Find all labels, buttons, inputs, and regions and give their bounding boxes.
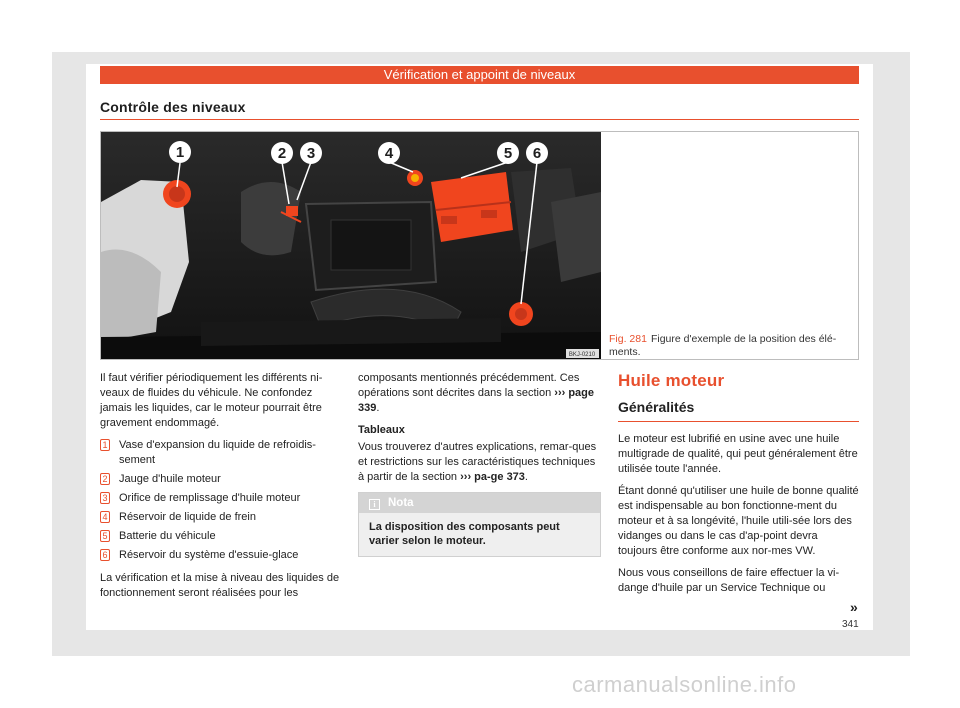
paragraph-3: Nous vous conseillons de faire effectuer la vi-dange d'huile par un Service Technique ou	[618, 567, 840, 594]
figure-caption-text: Figure d'exemple de la position des élé-ments.	[609, 333, 837, 358]
info-icon: i	[369, 499, 380, 510]
paragraph-2-end: .	[524, 471, 528, 483]
list-item	[100, 548, 345, 563]
figure-281	[100, 131, 859, 360]
section-rule	[100, 119, 859, 120]
column-3	[618, 371, 859, 603]
callout-3	[300, 142, 322, 164]
item-text: Vase d'expansion du liquide de refroidis-sement	[119, 439, 316, 466]
chapter-header: Vérification et appoint de niveaux	[100, 66, 859, 84]
figure-caption	[609, 333, 854, 359]
item-number: 4	[100, 511, 110, 523]
item-text: Jauge d'huile moteur	[119, 473, 221, 485]
callout-4	[378, 142, 400, 164]
paragraph-1: Le moteur est lubrifié en usine avec une huile multigrade de qualité, qui peut généralement être utilisée toute l'année.	[618, 433, 858, 475]
paragraph-2-text: Vous trouverez d'autres explications, remar-ques et restrictions sur les caractéristiques techniques à partir de la section	[358, 441, 597, 483]
callout-5	[497, 142, 519, 164]
paragraph-1-end: .	[376, 402, 380, 414]
callout-6	[526, 142, 548, 164]
item-number: 5	[100, 530, 110, 542]
item-text: Batterie du véhicule	[119, 530, 216, 542]
page-373-link[interactable]: ››› pa-ge 373	[460, 471, 525, 483]
section-title: Contrôle des niveaux	[100, 99, 246, 115]
huile-moteur-heading: Huile moteur	[618, 371, 725, 390]
nota-header	[359, 493, 600, 513]
callout-1	[169, 141, 191, 163]
continue-marker: »	[850, 599, 858, 615]
item-number: 2	[100, 473, 110, 485]
watermark: carmanualsonline.info	[572, 672, 797, 697]
list-item	[100, 510, 345, 525]
nota-text: La disposition des composants peut varier selon le moteur.	[369, 521, 560, 547]
figure-code: BKJ-0210	[568, 352, 596, 358]
svg-text:5: 5	[503, 145, 513, 162]
generalites-heading: Généralités	[618, 399, 695, 415]
svg-text:4: 4	[384, 145, 394, 162]
paragraph-1-text: composants mentionnés précédemment. Ces opérations sont décrites dans la section	[358, 372, 580, 399]
item-text: Réservoir du système d'essuie-glace	[119, 549, 299, 561]
generalites-rule	[618, 421, 859, 422]
paragraph-1	[358, 371, 601, 416]
item-number: 6	[100, 549, 110, 561]
svg-text:1: 1	[175, 144, 185, 161]
engine-bay-photo	[101, 132, 601, 359]
figure-number: Fig. 281	[609, 333, 647, 345]
svg-text:6: 6	[532, 145, 542, 162]
nota-title: Nota	[388, 497, 414, 509]
item-number: 1	[100, 439, 110, 451]
item-text: Réservoir de liquide de frein	[119, 511, 256, 523]
paragraph-2	[358, 440, 601, 485]
page-339-link[interactable]: ››› page 339	[358, 387, 595, 414]
page-number: 341	[842, 619, 859, 630]
outro-paragraph: La vérification et la mise à niveau des liquides de fonctionnement seront réalisées pour les	[100, 572, 340, 599]
item-number: 3	[100, 492, 110, 504]
svg-text:3: 3	[306, 145, 316, 162]
nota-box	[358, 492, 601, 557]
column-1	[100, 371, 345, 608]
column-2	[358, 371, 601, 557]
svg-text:2: 2	[277, 145, 287, 162]
tableaux-subheading: Tableaux	[358, 424, 405, 436]
list-item	[100, 472, 345, 487]
callout-2	[271, 142, 293, 164]
item-text: Orifice de remplissage d'huile moteur	[119, 492, 301, 504]
paragraph-2: Étant donné qu'utiliser une huile de bonne qualité est indispensable au bon fonctionne-ment du moteur et à sa longévité, l'huile utili-sée lors des vidanges ou dans le cas d'ap-point devra toujours être conforme aux nor-mes VW.	[618, 485, 859, 557]
list-item	[100, 491, 345, 506]
list-item	[100, 438, 345, 468]
intro-paragraph: Il faut vérifier périodiquement les différents ni-veaux de fluides du véhicule. Ne confondez jamais les liquides, car le moteur pourrait être gravement endommagé.	[100, 372, 323, 429]
list-item	[100, 529, 345, 544]
